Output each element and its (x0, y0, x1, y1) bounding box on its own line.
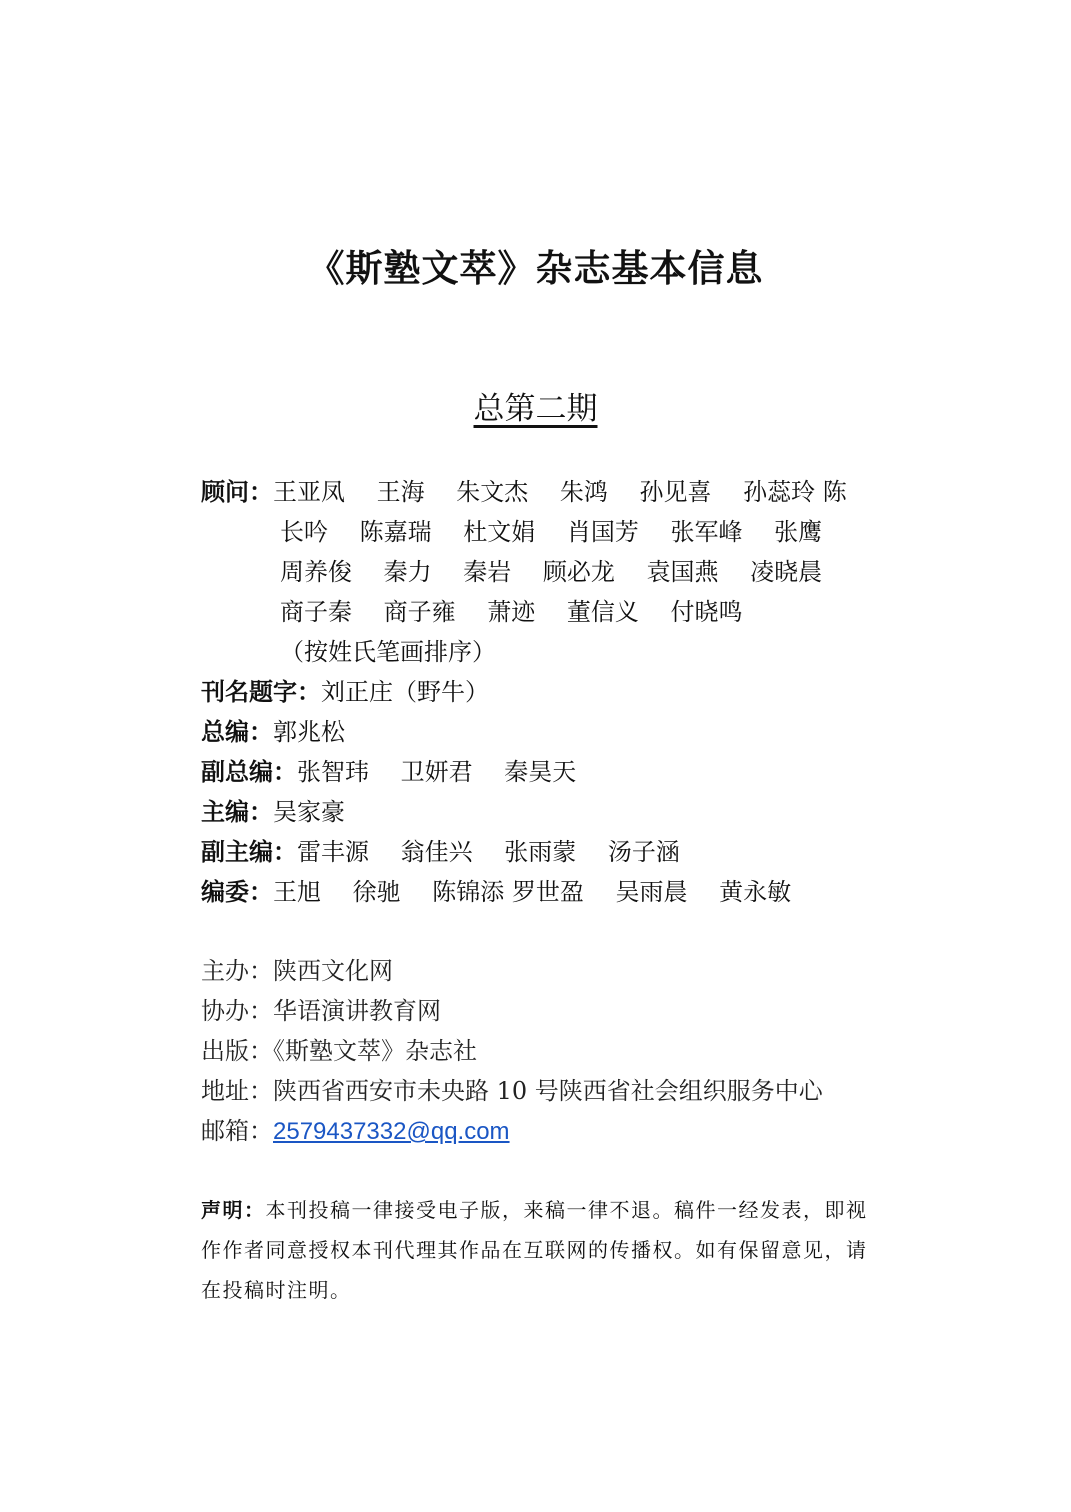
staff-row (201, 832, 881, 872)
notice-paragraph (201, 1190, 881, 1310)
staff-row (201, 752, 881, 792)
email-label: 邮箱： (201, 1117, 273, 1145)
staff-label: 刊名题字： (201, 677, 321, 706)
advisors-line-2: 长吟 陈嘉瑞 杜文娟 肖国芳 张军峰 张鹰 (280, 518, 823, 546)
staff-value: 郭兆松 (273, 718, 345, 746)
staff-label: 总编： (201, 717, 273, 746)
page-title: 《斯塾文萃》杂志基本信息 (307, 246, 764, 290)
staff-row (201, 872, 881, 912)
staff-value: 刘正庄（野牛） (321, 678, 489, 706)
advisors-line-1 (201, 472, 881, 512)
advisors-line-4: 商子秦 商子雍 萧迹 董信义 付晓鸣 (280, 598, 743, 626)
email-link[interactable]: 2579437332@qq.com (273, 1118, 510, 1145)
address-line: 地址：陕西省西安市未央路 10 号陕西省社会组织服务中心 (201, 1077, 823, 1105)
advisors-line-3: 周养俊 秦力 秦岩 顾必龙 袁国燕 凌晓晨 (280, 558, 823, 586)
staff-label: 副总编： (201, 757, 297, 786)
staff-row (201, 712, 881, 752)
staff-label: 编委： (201, 877, 273, 906)
staff-value: 雷丰源 翁佳兴 张雨蒙 汤子涵 (297, 838, 680, 866)
issue-number: 总第二期 (473, 391, 598, 427)
publication-info (201, 951, 881, 1151)
staff-row (201, 792, 881, 832)
staff-value: 吴家豪 (273, 798, 345, 826)
staff-value: 张智玮 卫妍君 秦昊天 (297, 758, 577, 786)
publisher-line: 出版：《斯塾文萃》杂志社 (201, 1037, 477, 1065)
notice-text: 本刊投稿一律接受电子版，来稿一律不退。稿件一经发表，即视作作者同意授权本刊代理其作品在互联网的传播权。如有保留意见，请在投稿时注明。 (201, 1198, 868, 1302)
advisors-label: 顾问： (201, 477, 273, 506)
advisors-sort-note: （按姓氏笔画排序） (280, 638, 496, 666)
advisors-names-1: 王亚凤 王海 朱文杰 朱鸿 孙见喜 孙蕊玲 陈 (273, 478, 847, 506)
email-line (201, 1111, 881, 1151)
staff-label: 副主编： (201, 837, 297, 866)
advisors-section (201, 472, 881, 912)
host-line: 主办：陕西文化网 (201, 957, 393, 985)
notice-label: 声明： (201, 1198, 266, 1222)
staff-label: 主编： (201, 797, 273, 826)
co-host-line: 协办：华语演讲教育网 (201, 997, 441, 1025)
staff-row (201, 672, 881, 712)
staff-value: 王旭 徐驰 陈锦添 罗世盈 吴雨晨 黄永敏 (273, 878, 792, 906)
